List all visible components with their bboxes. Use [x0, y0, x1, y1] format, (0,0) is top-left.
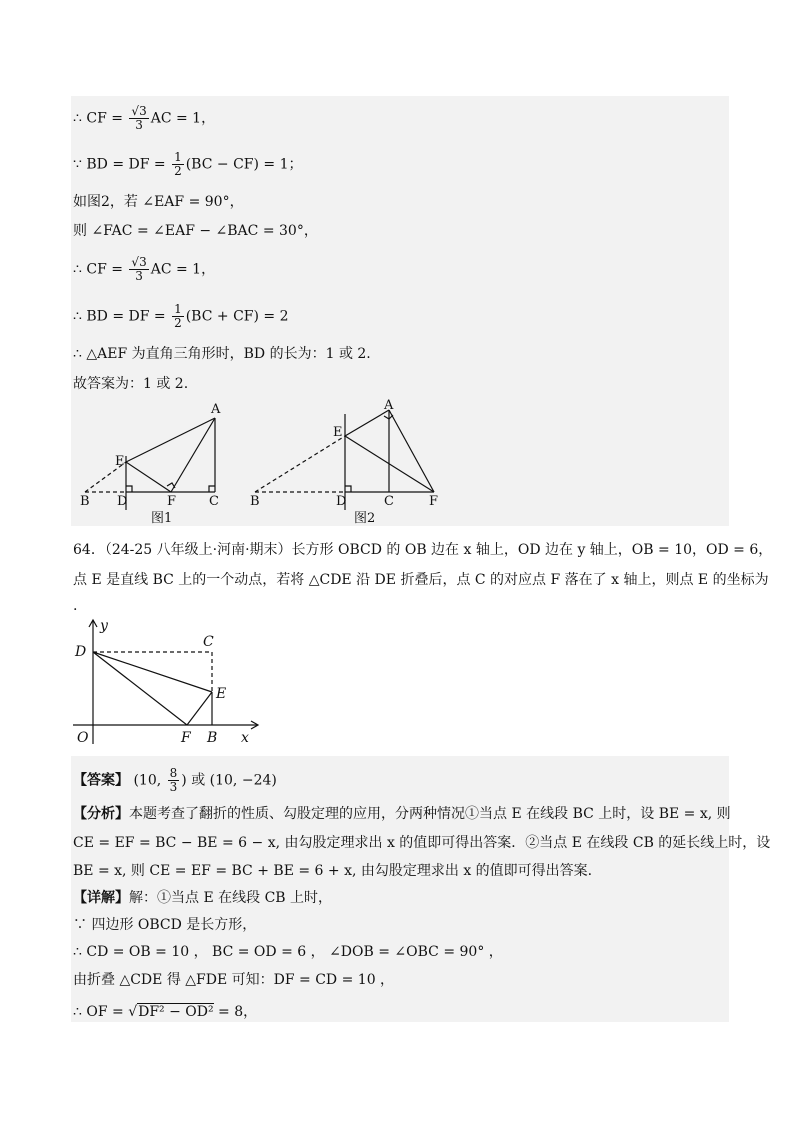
- fig2-label-B: B: [250, 494, 260, 509]
- solution-line-6: ∴ BD = DF = $\frac{1}{2}$ (BC + CF) = 2: [73, 302, 289, 330]
- fig2-label-E: E: [333, 425, 343, 440]
- answer-line: 【答案】 (10, $\frac{8}{3}$ ) 或 (10, −24): [73, 766, 277, 794]
- detail-line-4: 由折叠 △CDE 得 △FDE 可知：DF = CD = 10 ，: [73, 972, 395, 988]
- figure-2-labels: [250, 398, 438, 526]
- fig2-label-F: F: [429, 494, 439, 509]
- solution-line-3: 如图2，若 ∠EAF = 90°，: [73, 194, 244, 210]
- detail-tag: 【详解】: [73, 890, 129, 906]
- geometry-figures: [71, 398, 471, 528]
- fig1-label-E: E: [115, 454, 125, 469]
- analysis-line-1: 【分析】本题考查了翻折的性质、勾股定理的应用，分两种情况①当点 E 在线段 BC 上时，设 BE = x, 则: [73, 806, 731, 822]
- analysis-line-3: BE = x, 则 CE = EF = BC + BE = 6 + x, 由勾股定理求出 x 的值即可得出答案.: [73, 863, 593, 879]
- fig3-label-O: O: [77, 730, 89, 746]
- detail-line-5: ∴ OF = √DF² − OD² = 8，: [73, 1004, 258, 1020]
- fig3-label-x: x: [241, 730, 249, 746]
- solution-line-4: 则 ∠FAC = ∠EAF − ∠BAC = 30°，: [73, 223, 318, 239]
- fig3-label-E: E: [216, 686, 227, 702]
- fig2-label-A: A: [384, 398, 394, 413]
- figure-1-labels: [80, 402, 221, 526]
- figure-1: [85, 418, 215, 510]
- fig1-label-B: B: [80, 494, 90, 509]
- analysis-line-2: CE = EF = BC − BE = 6 − x, 由勾股定理求出 x 的值即可得出答案．②当点 E 在线段 CB 的延长线上时，设: [73, 835, 771, 851]
- fig2-caption: 图2: [354, 511, 376, 526]
- detail-line-2: ∵ 四边形 OBCD 是长方形，: [73, 917, 257, 933]
- detail-line-1: 【详解】解：①当点 E 在线段 CB 上时，: [73, 890, 333, 906]
- fig3-label-B: B: [207, 730, 218, 746]
- solution-line-1: ∴ CF = $\frac{√3}{3}$ AC = 1，: [73, 104, 216, 132]
- fig3-label-C: C: [203, 634, 214, 650]
- problem-64-line-2: 点 E 是直线 BC 上的一个动点，若将 △CDE 沿 DE 折叠后，点 C 的对应点 F 落在了 x 轴上，则点 E 的坐标为: [73, 572, 769, 588]
- fig1-label-D: D: [117, 494, 128, 509]
- solution-line-2: ∵ BD = DF = $\frac{1}{2}$ (BC − CF) = 1；: [73, 150, 303, 178]
- problem-64-line-1: 64．（24-25 八年级上·河南·期末）长方形 OBCD 的 OB 边在 x 轴上，OD 边在 y 轴上，OB = 10，OD = 6，: [73, 542, 773, 558]
- fig1-label-A: A: [211, 402, 221, 417]
- problem-64-line-3: .: [73, 598, 78, 614]
- fig2-label-D: D: [336, 494, 347, 509]
- solution-line-5: ∴ CF = $\frac{√3}{3}$ AC = 1，: [73, 255, 216, 283]
- fig3-label-F: F: [181, 730, 191, 746]
- fig1-caption: 图1: [151, 511, 173, 526]
- fig3-label-D: D: [75, 644, 87, 660]
- answer-tag: 【答案】: [73, 772, 129, 789]
- analysis-tag: 【分析】: [73, 806, 129, 822]
- fig1-label-C: C: [209, 494, 219, 509]
- fig1-label-F: F: [167, 494, 177, 509]
- detail-line-3: ∴ CD = OB = 10 ， BC = OD = 6 ， ∠DOB = ∠OBC = 90° ，: [73, 944, 503, 960]
- fig3-label-y: y: [100, 618, 108, 634]
- fig2-label-C: C: [384, 494, 394, 509]
- solution-line-7: ∴ △AEF 为直角三角形时，BD 的长为：1 或 2.: [73, 346, 371, 362]
- solution-line-8: 故答案为：1 或 2.: [73, 376, 189, 392]
- coordinate-figure: [71, 614, 271, 749]
